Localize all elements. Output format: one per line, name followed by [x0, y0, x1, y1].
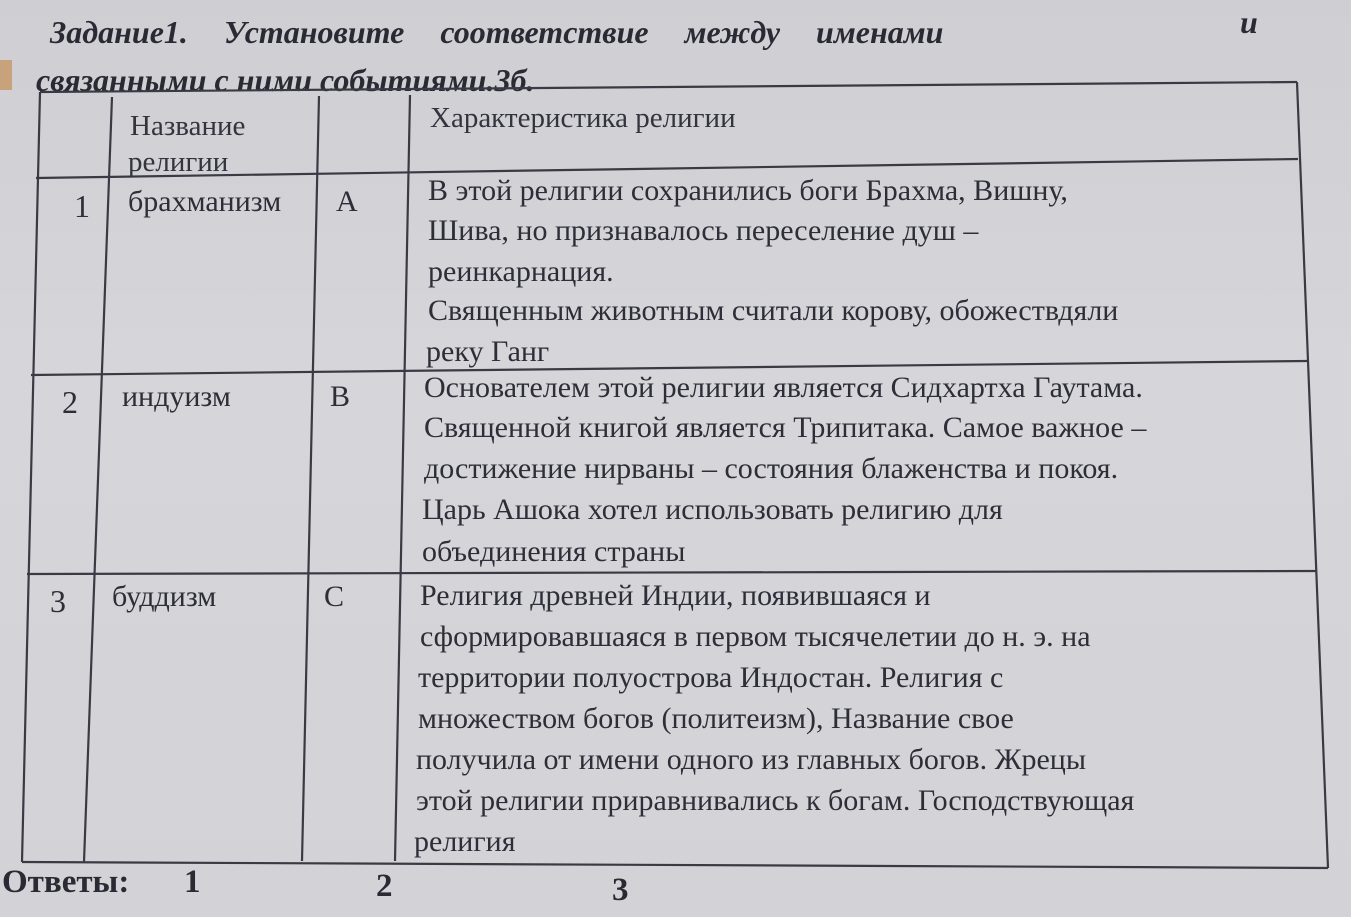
row3-text-line2: сформировавшаяся в первом тысячелетии до н. э. на [420, 620, 1091, 653]
row3-religion: буддизм [112, 580, 217, 613]
task-title-line2: связанными с ними событиями.3б. [36, 62, 535, 98]
row3-text-line1: Религия древней Индии, появившаяся и [420, 579, 931, 612]
header-characteristic: Характеристика религии [430, 102, 736, 134]
row3-number: 3 [50, 583, 66, 619]
row3-text-line7: религия [414, 825, 516, 858]
row2-text-line3: достижение нирваны – состояния блаженства и покоя. [424, 452, 1119, 485]
row2-text-line5: объединения страны [422, 535, 686, 568]
answer-slot-1: 1 [184, 864, 201, 900]
row2-text-line2: Священной книгой является Трипитака. Самое важное – [424, 411, 1147, 444]
row1-letter: А [336, 185, 358, 218]
row1-text-line4: Священным животным считали корову, обожествдяли [428, 294, 1119, 327]
task-title-line1: Задание1. Установите соответствие между именами [50, 14, 944, 50]
header-name-line1: Название [130, 110, 246, 142]
row3-text-line4: множеством богов (политеизм), Название свое [418, 702, 1014, 735]
row3-letter: С [324, 580, 345, 613]
row1-religion: брахманизм [128, 185, 282, 218]
row1-number: 1 [74, 188, 90, 224]
answers-label: Ответы: [2, 864, 130, 900]
row2-number: 2 [62, 384, 78, 420]
answer-slot-2: 2 [376, 868, 393, 904]
row3-text-line6: этой религии приравнивались к богам. Господствующая [416, 784, 1135, 817]
task-title-conjunction: и [1240, 4, 1258, 40]
row3-text-line5: получила от имени одного из главных богов. Жрецы [416, 743, 1086, 776]
row2-text-line4: Царь Ашока хотел использовать религию для [422, 493, 1003, 526]
row1-text-line1: В этой религии сохранились боги Брахма, Вишну, [428, 174, 1068, 207]
row1-text-line3: реинкарнация. [428, 255, 614, 288]
row2-letter: В [330, 380, 351, 413]
row1-text-line2: Шива, но признавалось переселение душ – [428, 214, 979, 247]
row3-text-line3: территории полуострова Индостан. Религия с [418, 661, 1004, 694]
row1-text-line5: реку Ганг [426, 335, 550, 368]
header-name-line2: религии [128, 146, 229, 178]
page-edge [0, 60, 12, 90]
answer-slot-3: 3 [612, 872, 629, 908]
row2-religion: индуизм [122, 380, 231, 413]
row2-text-line1: Основателем этой религии является Сидхартха Гаутама. [424, 371, 1143, 404]
